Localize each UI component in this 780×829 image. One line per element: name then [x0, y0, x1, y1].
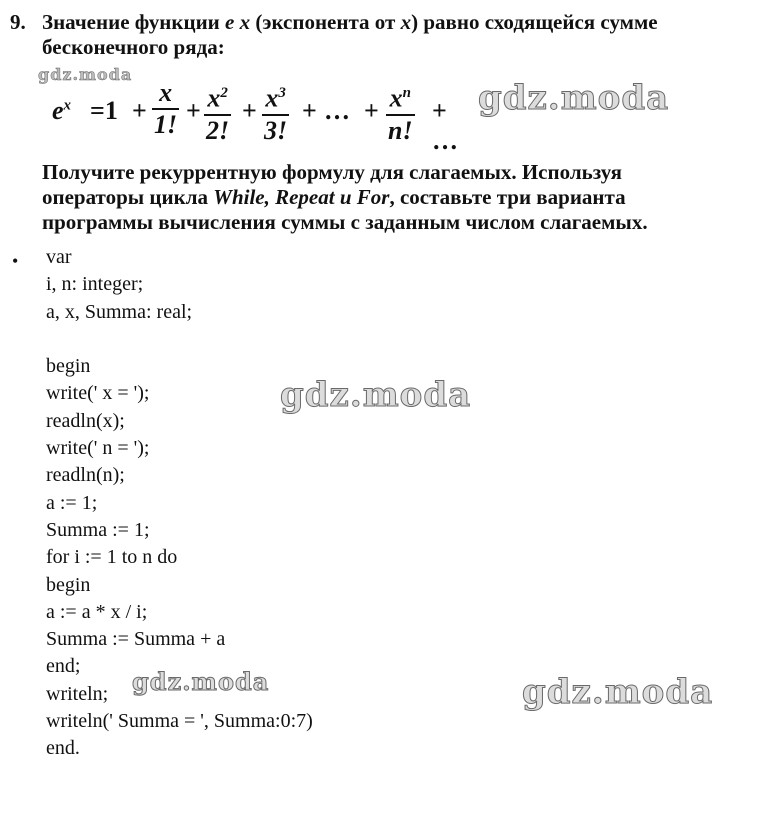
code-line: i, n: integer; — [46, 273, 144, 296]
code-line: readln(n); — [46, 464, 125, 487]
code-line — [46, 326, 313, 353]
task-text-em2: x — [400, 10, 412, 34]
formula-plus: + — [302, 96, 317, 125]
question-line-2: операторы цикла While, Repeat u For, составьте три варианта — [42, 185, 626, 209]
question-line-3: программы вычисления суммы с заданным числом слагаемых. — [42, 210, 648, 234]
code-line: end. — [46, 737, 80, 760]
code-line: begin — [46, 573, 91, 596]
task-text-part2: (экспонента от — [250, 10, 401, 34]
formula-term-n: $\frac{x^n}{n!}$ — [388, 83, 413, 145]
task-text-em1: e x — [225, 10, 251, 34]
code-line: write(' x = '); — [46, 382, 150, 405]
formula-term-3: $\frac{x^3}{3!}$ — [264, 83, 288, 145]
bullet-marker: • — [12, 251, 19, 271]
code-line: end; — [46, 655, 81, 678]
code-line: Summa := 1; — [46, 518, 150, 541]
question-line-1: Получите рекуррентную формулу для слагаемых. Используя — [42, 160, 623, 184]
code-line: writeln; — [46, 682, 109, 705]
code-line: Summa := Summa + a — [46, 628, 226, 651]
task-statement — [10, 10, 770, 60]
watermark: gdz.moda — [478, 78, 670, 118]
formula-eq-one: =1 — [90, 96, 118, 125]
code-line: a := a * x / i; — [46, 600, 148, 623]
formula-tail: + … — [432, 96, 458, 155]
formula-ellipsis: … — [324, 96, 350, 125]
formula-term-2: $\frac{x^2}{2!}$ — [206, 83, 230, 145]
code-line: begin — [46, 355, 91, 378]
code-line: readln(x); — [46, 409, 125, 432]
task-number: 9. — [10, 10, 26, 34]
task-text-part3: ) равно сходящейся сумме — [411, 10, 658, 34]
watermark: gdz.moda — [38, 65, 133, 84]
formula-lhs: $e^x$ — [52, 96, 72, 125]
formula-plus: + — [186, 96, 201, 125]
task-text-line2: бесконечного ряда: — [42, 35, 225, 59]
watermark: gdz.moda — [280, 375, 472, 415]
formula-plus: + — [242, 96, 257, 125]
watermark: gdz.moda — [522, 672, 714, 712]
formula-term-1: $\frac{x}{1!}$ — [154, 78, 178, 139]
formula-plus: + — [132, 96, 147, 125]
code-line: var — [46, 246, 72, 268]
code-line: for i := 1 to n do — [46, 546, 178, 569]
question-text — [42, 160, 772, 235]
task-text-part1: Значение функции — [42, 10, 226, 34]
watermark: gdz.moda — [132, 667, 270, 696]
code-line: a, x, Summa: real; — [46, 300, 193, 323]
code-line: write(' n = '); — [46, 437, 150, 460]
code-line: a := 1; — [46, 491, 98, 514]
formula-plus: + — [364, 96, 379, 125]
code-line: writeln(' Summa = ', Summa:0:7) — [46, 710, 313, 733]
